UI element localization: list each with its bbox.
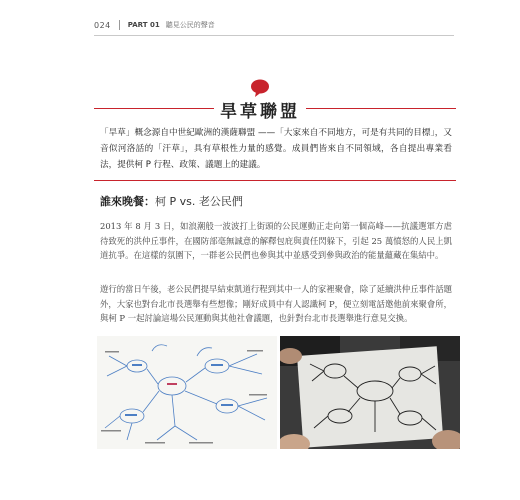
title-rule-right (306, 108, 456, 109)
people-holding-mind-map-photo (280, 336, 460, 449)
running-header (94, 18, 454, 32)
intro-paragraph: 「旱草」概念源自中世紀歐洲的漢薩聯盟 ——「大家來自不同地方，可是有共同的目標」，又音似河洛話的「汗草」，具有草根性力量的感覺。成員們皆來自不同領域，各自提出專業看法，提供柯 P 行程、政策、議題上的建議。 (100, 128, 452, 170)
body-paragraph: 遊行的當日午後，老公民們提早結束凱道行程到其中一人的家裡聚會，除了延續洪仲丘事件話題外，大家也對台北市長選舉有些想像；剛好成員中有人認識柯 P，便立刻電話邀他前來聚會所，與柯 P 一起討論這場公民運動與其他社會議題，也針對台北市長選舉進行意見交換。 (100, 284, 452, 324)
section-title: 旱草聯盟 (220, 102, 300, 122)
header-rule (94, 35, 454, 36)
speech-bubble-icon (250, 79, 270, 97)
mind-map-photo (97, 336, 277, 449)
subsection-title (100, 193, 243, 209)
subsection-title-bold: 誰來晚餐： (100, 195, 155, 208)
section-divider (94, 180, 456, 181)
page-number: 024 (94, 20, 111, 30)
part-label: PART 01 (127, 21, 160, 29)
subsection-title-rest: 柯 P vs. 老公民們 (155, 195, 243, 208)
chapter-title: 聽見公民的聲音 (165, 21, 215, 29)
header-divider (119, 20, 120, 30)
body-paragraph: 2013 年 8 月 3 日，如浪潮般一波波打上街頭的公民運動正走向第一個高峰——抗議選軍方虐待致死的洪仲丘事件，在國防部毫無誠意的解釋包庇與責任閃躲下，引起 25 萬憤怒的人民上凱道抗爭。在這樣的氛圍下，一群老公民們也參與其中並感受到參與政治的能量蘊藏在集結中。 (100, 221, 452, 261)
